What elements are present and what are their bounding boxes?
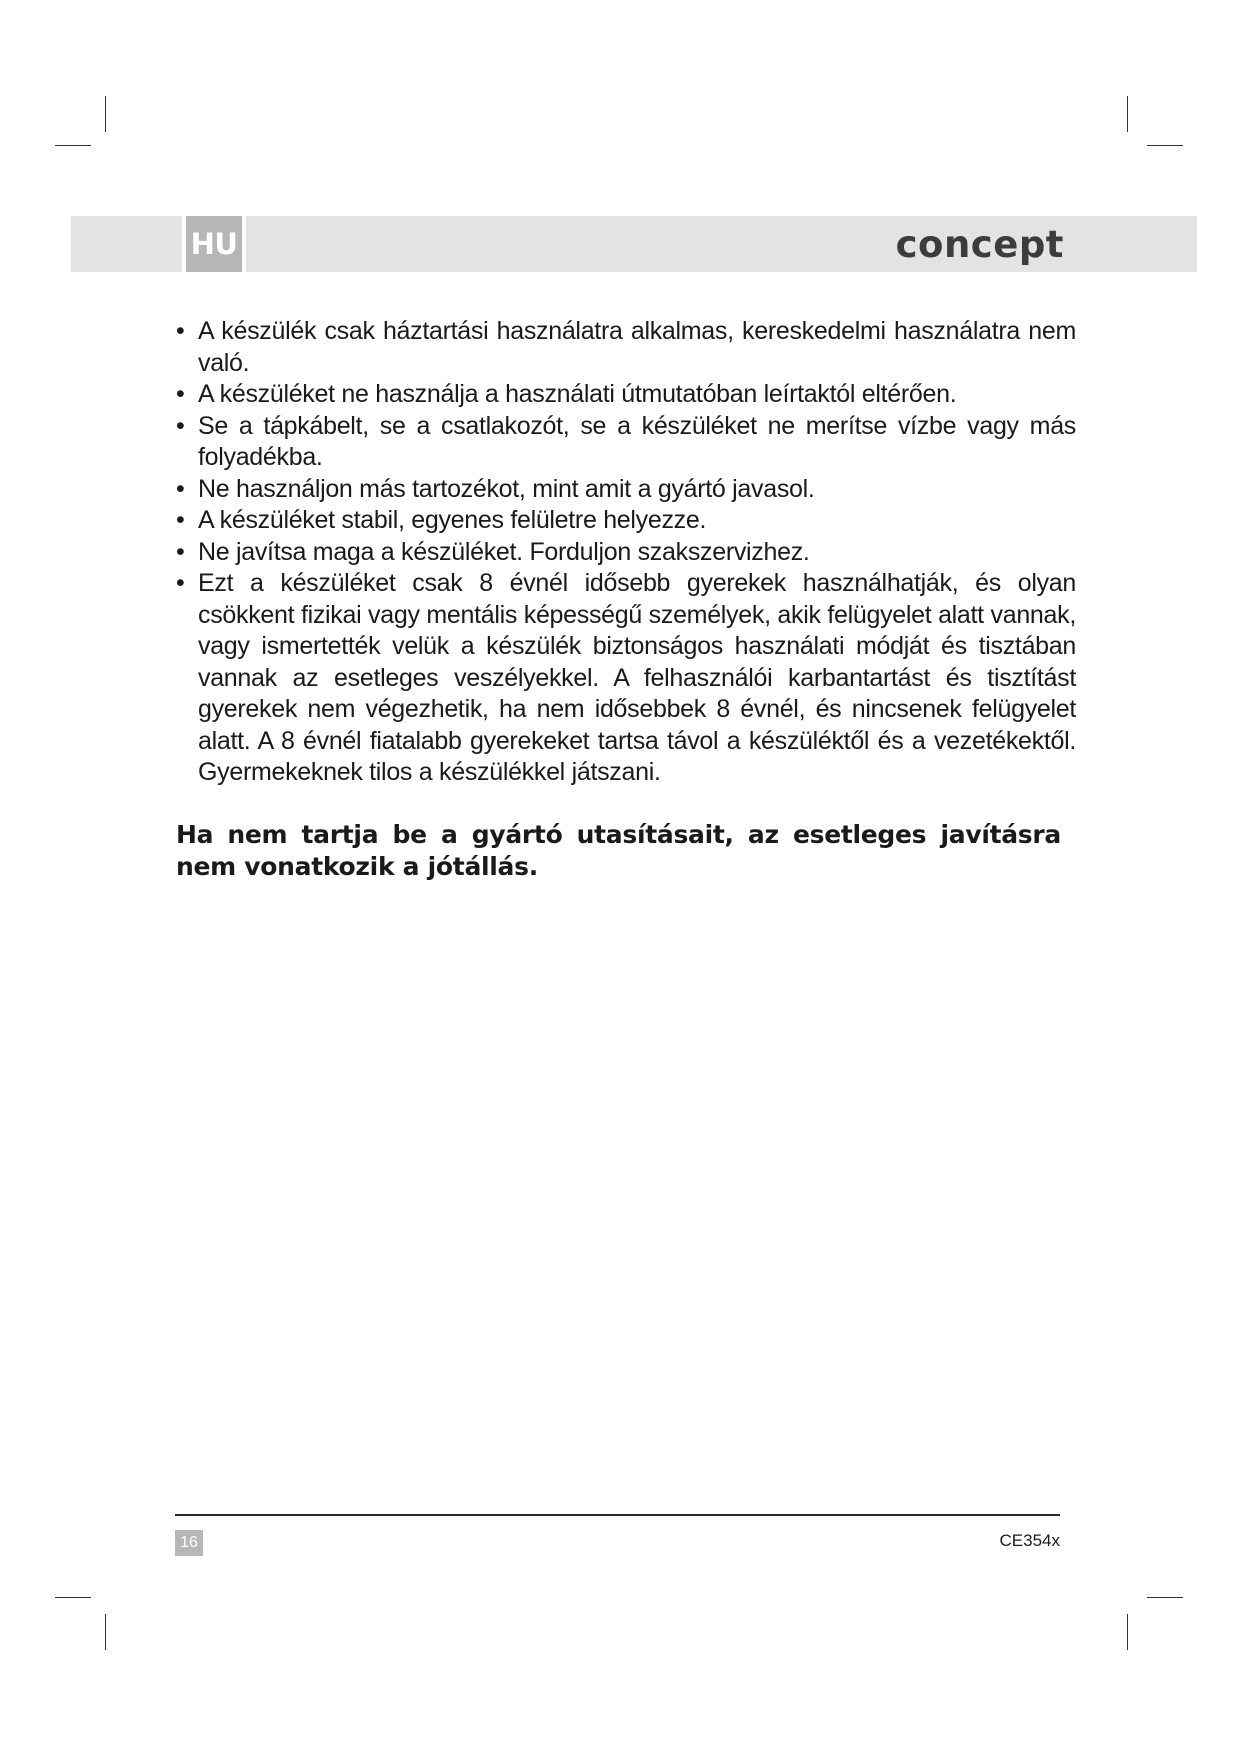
crop-mark-top-right-vertical [1127,96,1128,132]
model-code: CE354x [999,1531,1060,1550]
brand-logo [880,216,1064,272]
list-item-text: Se a tápkábelt, se a csatlakozót, se a készüléket ne merítse vízbe vagy más folyadékba. [198,411,1076,471]
brand-name: concept [895,222,1064,266]
list-item [176,316,1076,379]
list-item-text: A készüléket stabil, egyenes felületre helyezze. [198,506,707,534]
list-item [176,537,1076,569]
bullet-icon: • [176,474,185,503]
language-badge [182,216,246,272]
safety-instructions [176,316,1076,883]
list-item-text: Ezt a készüléket csak 8 évnél idősebb gyerekek használhatják, és olyan csökkent fizikai vagy mentális képességű személyek, akik felügyelet alatt vannak, vagy ismertették velük a készülék biztonságos használati módját és tisztában vannak az esetleges veszélyekkel. A felhasználói karbantartást és tisztítást gyerekek nem végezhetik, ha nem idősebbek 8 évnél, és nincsenek felügyelet alatt. A 8 évnél fiatalabb gyerekeket tartsa távol a készüléktől és a vezetékektől. Gyermekeknek tilos a készülékkel játszani. [198,569,1076,786]
list-item [176,411,1076,474]
footer-divider [175,1514,1060,1516]
list-item [176,379,1076,411]
instruction-list [176,316,1076,789]
bullet-icon: • [176,411,185,440]
crop-mark-top-left-horizontal [55,145,91,146]
bullet-icon: • [176,569,185,597]
list-item [176,474,1076,506]
page-number: 16 [175,1530,203,1556]
crop-mark-bottom-left-horizontal [55,1597,91,1598]
crop-mark-top-right-horizontal [1147,145,1183,146]
bullet-icon: • [176,506,185,534]
list-item-text: A készüléket ne használja a használati útmutatóban leírtaktól eltérően. [198,380,957,408]
language-code: HU [190,227,238,261]
crop-mark-bottom-left-vertical [105,1614,106,1650]
crop-mark-bottom-right-vertical [1127,1614,1128,1650]
list-item [176,568,1076,789]
list-item-text: Ne javítsa maga a készüléket. Forduljon szakszervizhez. [198,537,810,566]
crop-mark-bottom-right-horizontal [1147,1597,1183,1598]
crop-mark-top-left-vertical [105,96,106,132]
bullet-icon: • [176,537,185,566]
bullet-icon: • [176,317,185,345]
list-item-text: A készülék csak háztartási használatra alkalmas, kereskedelmi használatra nem való. [198,317,1076,377]
bullet-icon: • [176,380,185,408]
list-item-text: Ne használjon más tartozékot, mint amit a gyártó javasol. [198,474,815,503]
list-item [176,505,1076,537]
warranty-warning: Ha nem tartja be a gyártó utasításait, az esetleges javításra nem vonatkozik a jótállás. [176,819,1061,881]
